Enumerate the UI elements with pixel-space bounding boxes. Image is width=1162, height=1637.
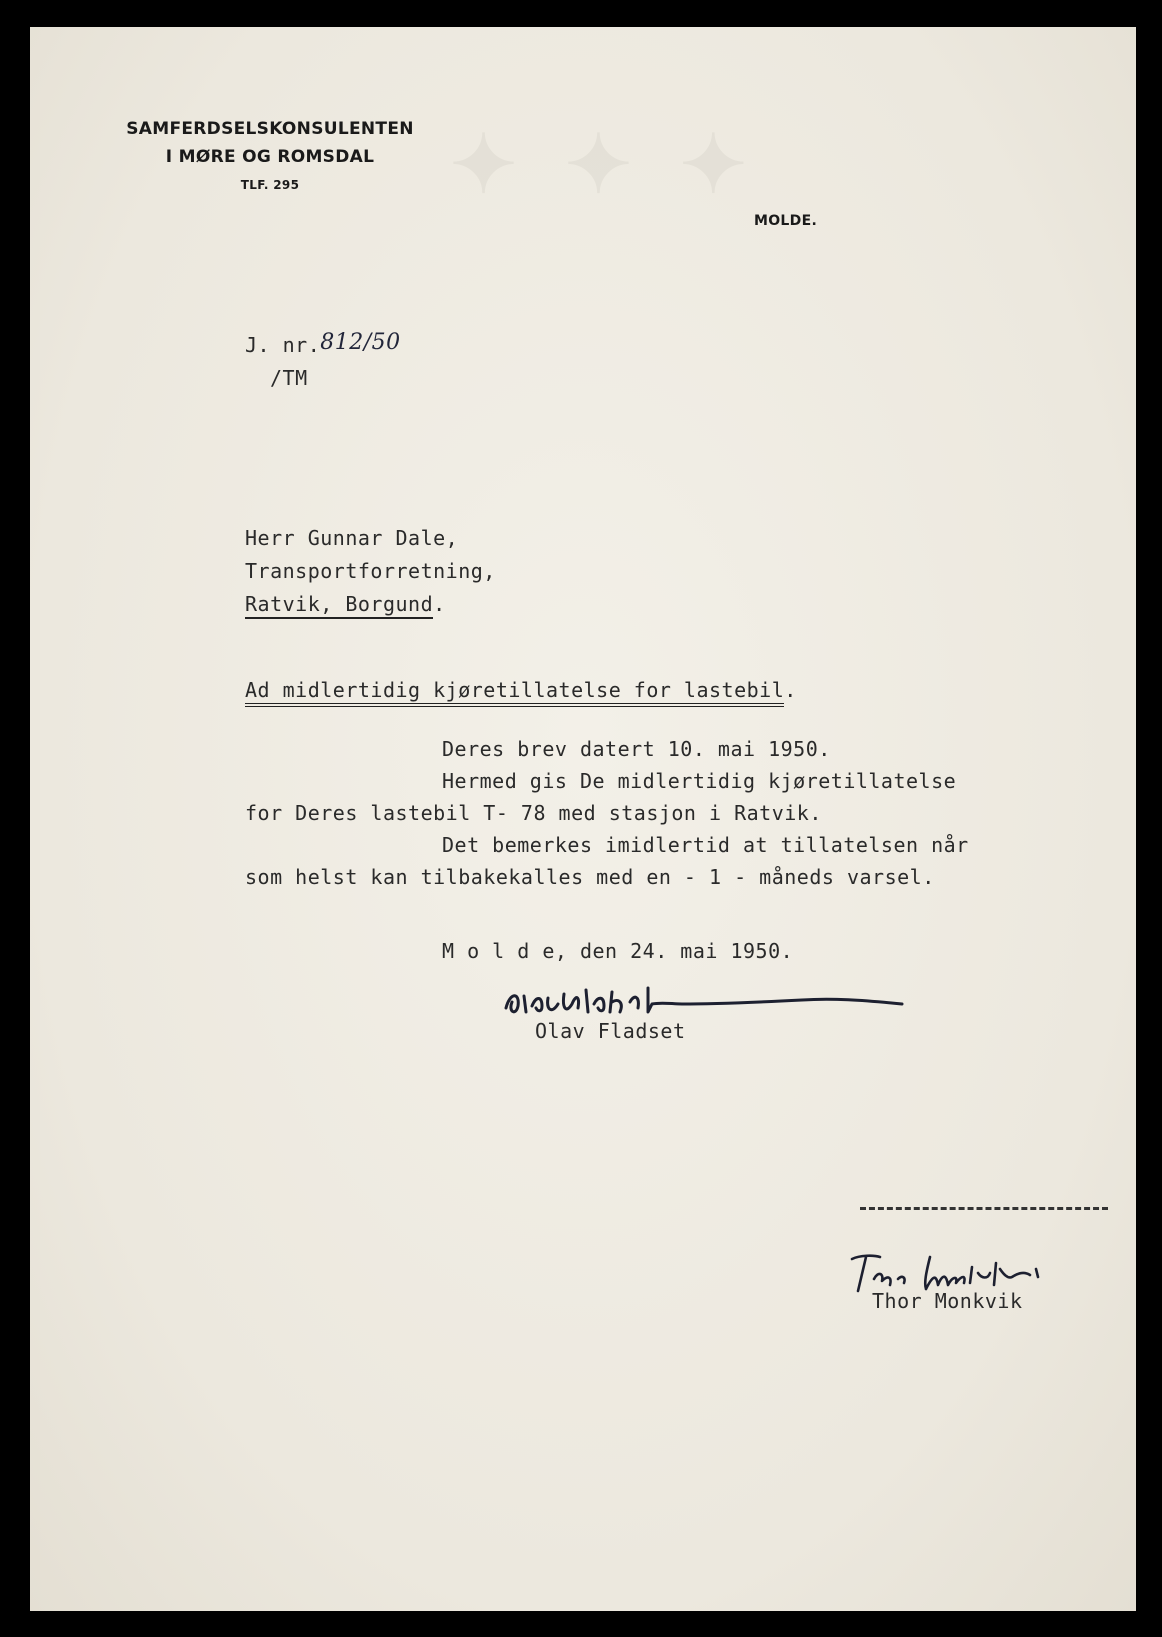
cosignatory-name: Thor Monkvik (872, 1289, 1023, 1313)
signature-olav-fladset (502, 982, 932, 1022)
subject-end: . (784, 678, 797, 702)
reference-initials: /TM (270, 366, 308, 390)
signatory-name: Olav Fladset (535, 1019, 686, 1043)
body-line1: Deres brev datert 10. mai 1950. (442, 737, 831, 761)
watermark: ✦ ✦ ✦ (450, 117, 757, 211)
subject-text: Ad midlertidig kjøretillatelse for lastebil (245, 678, 784, 707)
body-line5: som helst kan tilbakekalles med en - 1 - måneds varsel. (245, 865, 935, 889)
letterhead-organization (110, 115, 430, 171)
cosign-dashed-line (860, 1207, 1108, 1210)
subject-line (245, 678, 797, 702)
letter-page (30, 27, 1136, 1611)
body-line3: for Deres lastebil T- 78 med stasjon i Ratvik. (245, 801, 822, 825)
recipient-place: Ratvik, Borgund (245, 592, 433, 619)
recipient-line3 (245, 592, 446, 616)
recipient-line2: Transportforretning, (245, 559, 496, 583)
letterhead-org-line2: I MØRE OG ROMSDAL (165, 147, 375, 167)
dateline: M o l d e, den 24. mai 1950. (442, 939, 794, 963)
recipient-line1: Herr Gunnar Dale, (245, 526, 459, 550)
body-line2: Hermed gis De midlertidig kjøretillatelse (442, 769, 957, 793)
journal-number-handwritten: 812/50 (320, 330, 401, 355)
letterhead-city: MOLDE. (754, 213, 818, 229)
letterhead-org-line1: SAMFERDSELSKONSULENTEN (126, 119, 414, 139)
journal-number (245, 330, 401, 358)
journal-number-prefix: J. nr. (245, 333, 321, 357)
recipient-line3-end: . (433, 592, 446, 616)
letterhead-phone: TLF. 295 (240, 178, 300, 192)
body-line4: Det bemerkes imidlertid at tillatelsen når (442, 833, 969, 857)
